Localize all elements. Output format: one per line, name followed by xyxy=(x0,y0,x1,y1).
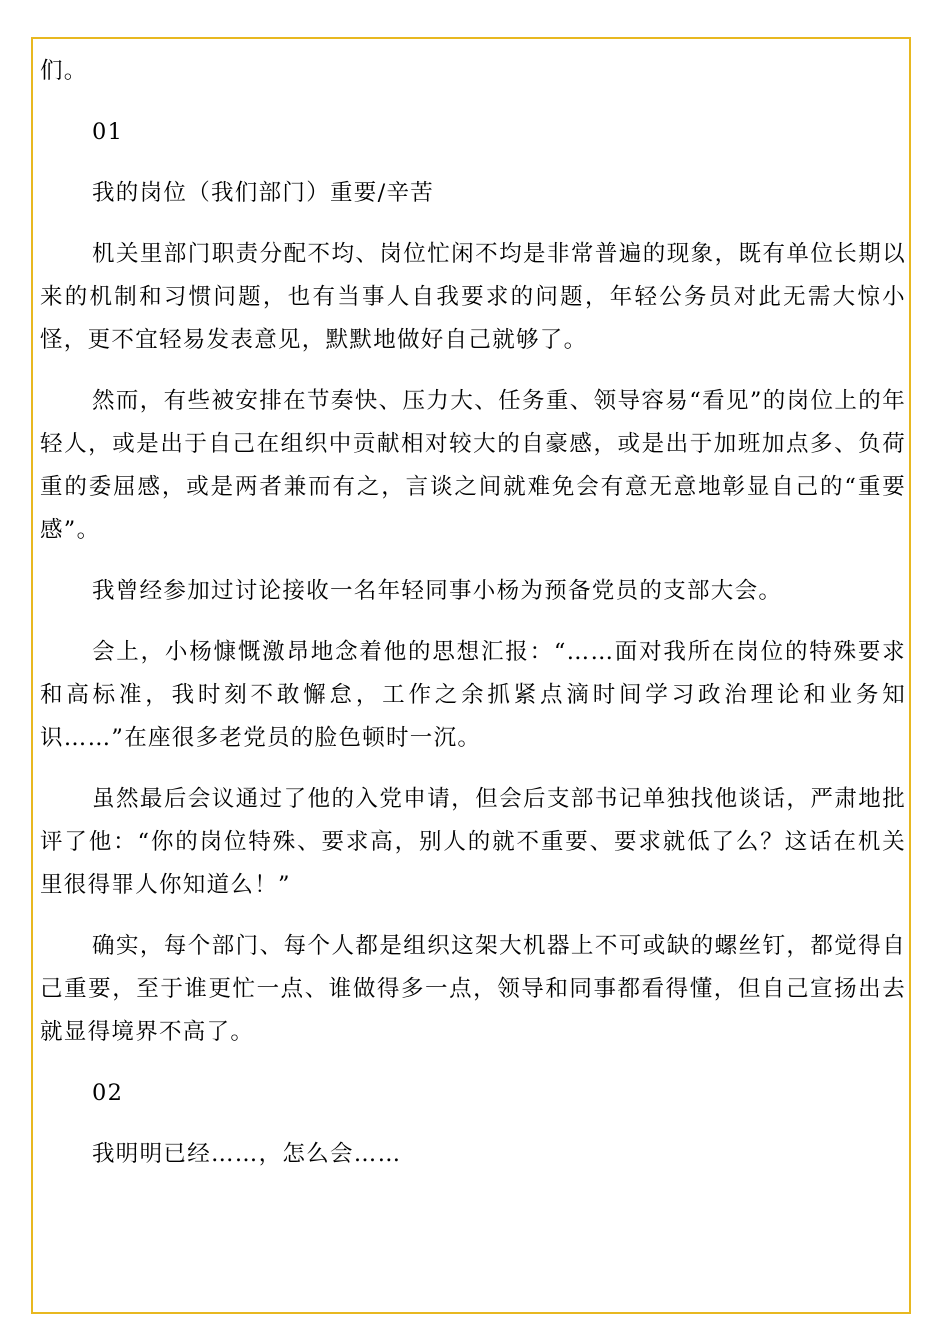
paragraph-continuation: 们。 xyxy=(40,58,88,84)
paragraph: 确实，每个部门、每个人都是组织这架大机器上不可或缺的螺丝钉，都觉得自己重要，至于谁更忙一点、谁做得多一点，领导和同事都看得懂，但自己宣扬出去就显得境界不高了。 xyxy=(40,933,906,1045)
section-number-02: 02 xyxy=(92,1080,124,1106)
section-heading-01: 我的岗位（我们部门）重要/辛苦 xyxy=(92,180,435,206)
paragraph: 然而，有些被安排在节奏快、压力大、任务重、领导容易“看见”的岗位上的年轻人，或是出于自己在组织中贡献相对较大的自豪感，或是出于加班加点多、负荷重的委屈感，或是两者兼而有之，言谈之间就难免会有意无意地彰显自己的“重要感”。 xyxy=(40,388,906,543)
paragraph: 虽然最后会议通过了他的入党申请，但会后支部书记单独找他谈话，严肃地批评了他：“你的岗位特殊、要求高，别人的就不重要、要求就低了么？这话在机关里很得罪人你知道么！” xyxy=(40,786,906,898)
section-number-01: 01 xyxy=(92,119,124,145)
paragraph: 会上，小杨慷慨激昂地念着他的思想汇报：“……面对我所在岗位的特殊要求和高标准，我时刻不敢懈怠，工作之余抓紧点滴时间学习政治理论和业务知识……”在座很多老党员的脸色顿时一沉。 xyxy=(40,639,906,751)
paragraph: 机关里部门职责分配不均、岗位忙闲不均是非常普遍的现象，既有单位长期以来的机制和习惯问题，也有当事人自我要求的问题，年轻公务员对此无需大惊小怪，更不宜轻易发表意见，默默地做好自己就够了。 xyxy=(40,241,906,353)
section-heading-02: 我明明已经……，怎么会…… xyxy=(92,1141,402,1167)
document-body xyxy=(40,50,906,1176)
paragraph: 我曾经参加过讨论接收一名年轻同事小杨为预备党员的支部大会。 xyxy=(92,578,783,604)
